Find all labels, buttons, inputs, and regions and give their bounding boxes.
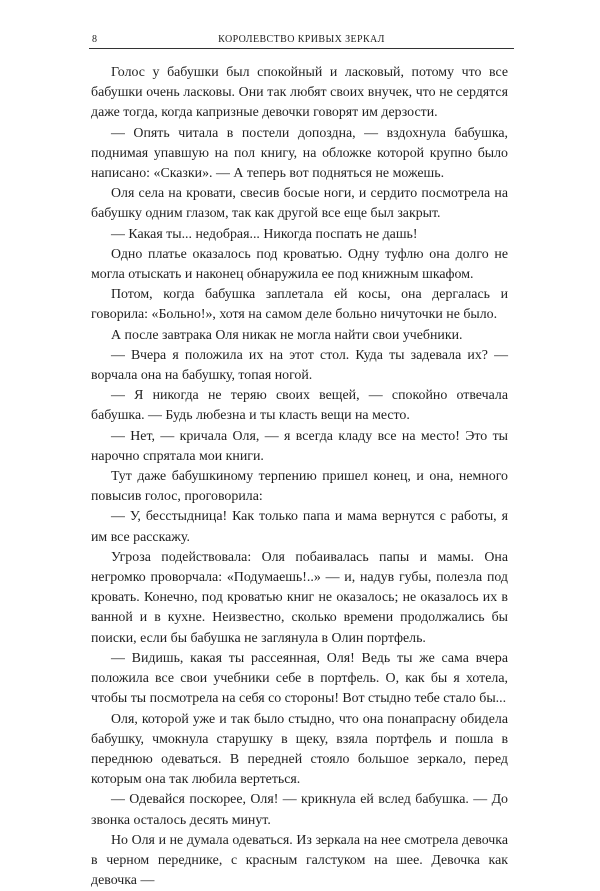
paragraph: — Видишь, какая ты рассеянная, Оля! Ведь ты же сама вчера положила все свои учебники себе в портфель. О, как бы я хотела, чтобы ты посмотрела на себя со стороны! Вот стыдно тебе стало бы... [91,650,508,707]
running-header [89,34,514,49]
paragraph: Оля, которой уже и так было стыдно, что она понапрасну обидела бабушку, чмокнула старушку в щеку, взяла портфель и пошла в переднюю одеваться. В передней стояло большое зеркало, перед которым она так любила вертеться. [91,711,508,788]
paragraph: — Нет, — кричала Оля, — я всегда кладу все на место! Это ты нарочно спрятала мои книги. [91,428,508,464]
paragraph: Угроза подействовала: Оля побаивалась папы и мамы. Она негромко проворчала: «Подумаешь!..» — и, надув губы, полезла под кровать. Конечно, под кроватью книг не оказалось; не оказалось их в ванной и в кухне. Неизвестно, сколько времени продолжались бы поиски, если бы бабушка не заглянула в Олин портфель. [91,549,508,646]
book-title: КОРОЛЕВСТВО КРИВЫХ ЗЕРКАЛ [218,34,385,45]
paragraph: А после завтрака Оля никак не могла найти свои учебники. [111,327,463,343]
paragraph: — Я никогда не теряю своих вещей, — спокойно отвечала бабушка. — Будь любезна и ты класть вещи на место. [91,388,508,424]
paragraph: — Опять читала в постели допоздна, — вздохнула бабушка, поднимая упавшую на пол книгу, на обложке которой крупно было написано: «Сказки». — А теперь вот подняться не можешь. [91,125,508,182]
paragraph: — Вчера я положила их на этот стол. Куда ты задевала их? — ворчала она на бабушку, топая ногой. [91,347,508,384]
paragraph: — Одевайся поскорее, Оля! — крикнула ей вслед бабушка. — До звонка осталось десять минут. [91,792,508,828]
paragraph: Оля села на кровати, свесив босые ноги, и сердито посмотрела на бабушку одним глазом, так как другой все еще был закрыт. [91,186,508,222]
paragraph: Но Оля и не думала одеваться. Из зеркала на нее смотрела девочка в черном переднике, с красным галстуком на шее. Девочка как девочка — [91,832,508,889]
paragraph: — Какая ты... недобрая... Никогда поспать не дашь! [111,226,418,242]
paragraph: Тут даже бабушкиному терпению пришел конец, и она, немного повысив голос, проговорила: [91,469,508,505]
paragraph: — У, бесстыдница! Как только папа и мама вернутся с работы, я им все расскажу. [91,509,508,545]
page-number: 8 [92,34,98,45]
paragraph: Потом, когда бабушка заплетала ей косы, она дергалась и говорила: «Больно!», хотя на самом деле больно ничуточки не было. [91,287,508,323]
paragraph: Одно платье оказалось под кроватью. Одну туфлю она долго не могла отыскать и наконец обнаружила ее под книжным шкафом. [91,246,508,283]
text-body [91,63,508,891]
paragraph: Голос у бабушки был спокойный и ласковый, потому что все бабушки очень ласковы. Они так любят своих внучек, что не сердятся даже тогда, когда капризные девочки говорят им дерзости. [91,65,508,121]
